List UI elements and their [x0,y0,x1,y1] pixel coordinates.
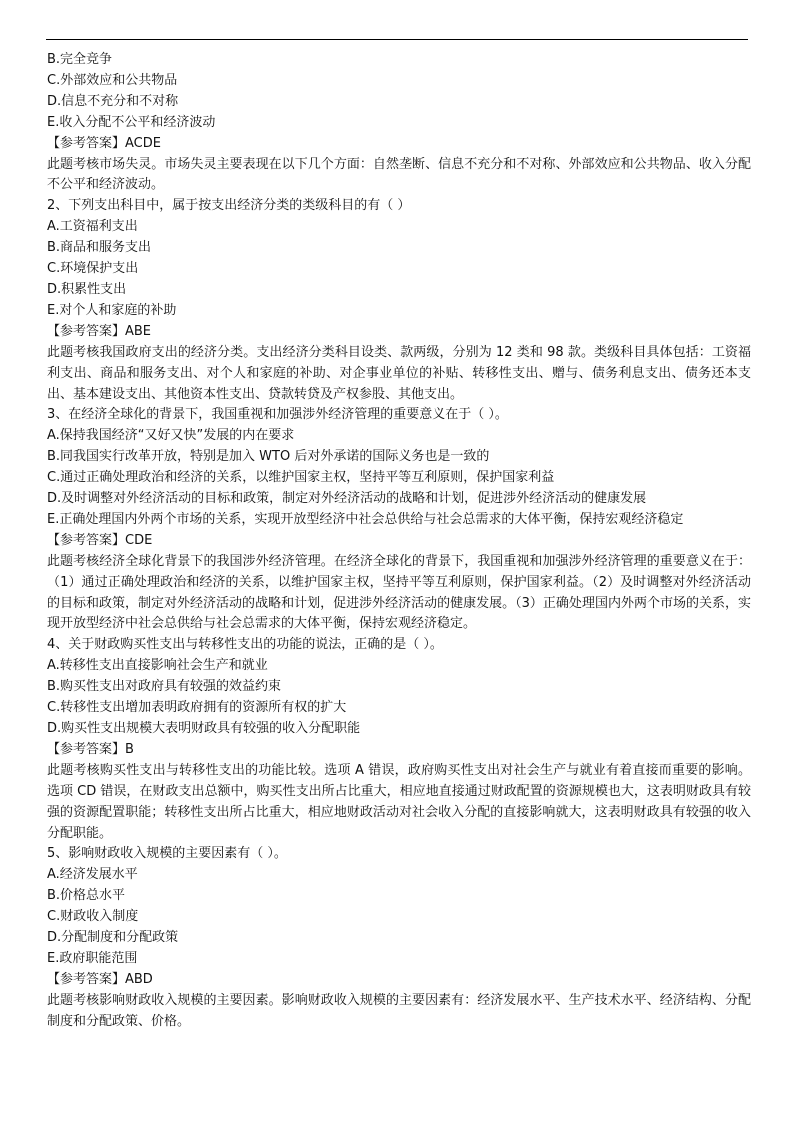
explanation-paragraph: 此题考核影响财政收入规模的主要因素。影响财政收入规模的主要因素有：经济发展水平、生产技术水平、经济结构、分配制度和分配政策、价格。 [47,992,751,1029]
answer-line: 【参考答案】ABE [47,323,152,339]
header-rule [46,39,748,40]
question-stem: 5、影响财政收入规模的主要因素有（ ）。 [47,846,287,862]
option-line: D.及时调整对外经济活动的目标和政策，制定对外经济活动的战略和计划，促进涉外经济活动的健康发展 [47,491,647,507]
document-body [47,50,751,1033]
question-2 [47,196,751,405]
option-line: B.价格总水平 [47,888,126,904]
explanation-paragraph: 此题考核我国政府支出的经济分类。支出经济分类科目设类、款两级，分别为 12 类和 98 款。类级科目具体包括：工资福利支出、商品和服务支出、对个人和家庭的补助、对企事业单位的补贴、转移性支出、赠与、债务利息支出、债务还本支出、基本建设支出、其他资本性支出、贷款转贷及产权参股、其他支出。 [47,344,751,402]
option-line: D.信息不充分和不对称 [47,93,179,109]
explanation-paragraph: 此题考核购买性支出与转移性支出的功能比较。选项 A 错误，政府购买性支出对社会生产与就业有着直接而重要的影响。选项 CD 错误，在财政支出总额中，购买性支出所占比重大，相应地直接通过财政配置的资源规模也大，这表明财政具有较强的资源配置职能；转移性支出所占比重大，相应地财政活动对社会收入分配的直接影响就大，这表明财政具有较强的收入分配职能。 [47,762,751,841]
option-line: B.商品和服务支出 [47,240,152,256]
answer-line: 【参考答案】ABD [47,971,153,987]
option-line: E.收入分配不公平和经济波动 [47,114,216,130]
option-line: C.财政收入制度 [47,909,139,925]
option-line: A.转移性支出直接影响社会生产和就业 [47,658,268,674]
option-line: C.环境保护支出 [47,261,139,277]
option-line: E.政府职能范围 [47,950,138,966]
option-line: D.购买性支出规模大表明财政具有较强的收入分配职能 [47,721,361,736]
question-4 [47,635,751,844]
option-line: C.转移性支出增加表明政府拥有的资源所有权的扩大 [47,700,347,716]
option-line: A.经济发展水平 [47,867,138,883]
answer-line: 【参考答案】CDE [47,532,153,548]
option-line: E.对个人和家庭的补助 [47,302,177,318]
question-5 [47,844,751,1032]
option-line: D.积累性支出 [47,281,127,297]
answer-line: 【参考答案】B [47,741,134,757]
question-3 [47,405,751,635]
option-line: A.工资福利支出 [47,219,138,235]
option-line: D.分配制度和分配政策 [47,930,179,946]
option-line: A.保持我国经济“又好又快”发展的内在要求 [47,428,295,444]
question-stem: 2、下列支出科目中，属于按支出经济分类的类级科目的有（ ） [47,198,411,214]
option-line: B.购买性支出对政府具有较强的效益约束 [47,679,282,695]
intro-block [47,50,751,196]
question-stem: 3、在经济全球化的背景下，我国重视和加强涉外经济管理的重要意义在于（ ）。 [47,407,508,423]
option-line: B.同我国实行改革开放，特别是加入 WTO 后对外承诺的国际义务也是一致的 [47,449,490,465]
option-line: E.正确处理国内外两个市场的关系，实现开放型经济中社会总供给与社会总需求的大体平衡，保持宏观经济稳定 [47,511,684,527]
option-line: C.外部效应和公共物品 [47,72,178,88]
answer-line: 【参考答案】ACDE [47,135,161,151]
explanation-paragraph: 此题考核市场失灵。市场失灵主要表现在以下几个方面：自然垄断、信息不充分和不对称、外部效应和公共物品、收入分配不公平和经济波动。 [47,156,751,193]
explanation-paragraph: 此题考核经济全球化背景下的我国涉外经济管理。在经济全球化的背景下，我国重视和加强涉外经济管理的重要意义在于：（1）通过正确处理政治和经济的关系，以维护国家主权，坚持平等互利原则，保护国家利益。（2）及时调整对外经济活动的目标和政策，制定对外经济活动的战略和计划，促进涉外经济活动的健康发展。（3）正确处理国内外两个市场的关系，实现开放型经济中社会总供给与社会总需求的大体平衡，保持宏观经济稳定。 [47,553,751,632]
option-line: C.通过正确处理政治和经济的关系，以维护国家主权，坚持平等互利原则，保护国家利益 [47,470,555,486]
option-line: B.完全竞争 [47,52,113,67]
question-stem: 4、关于财政购买性支出与转移性支出的功能的说法，正确的是（ ）。 [47,637,443,653]
